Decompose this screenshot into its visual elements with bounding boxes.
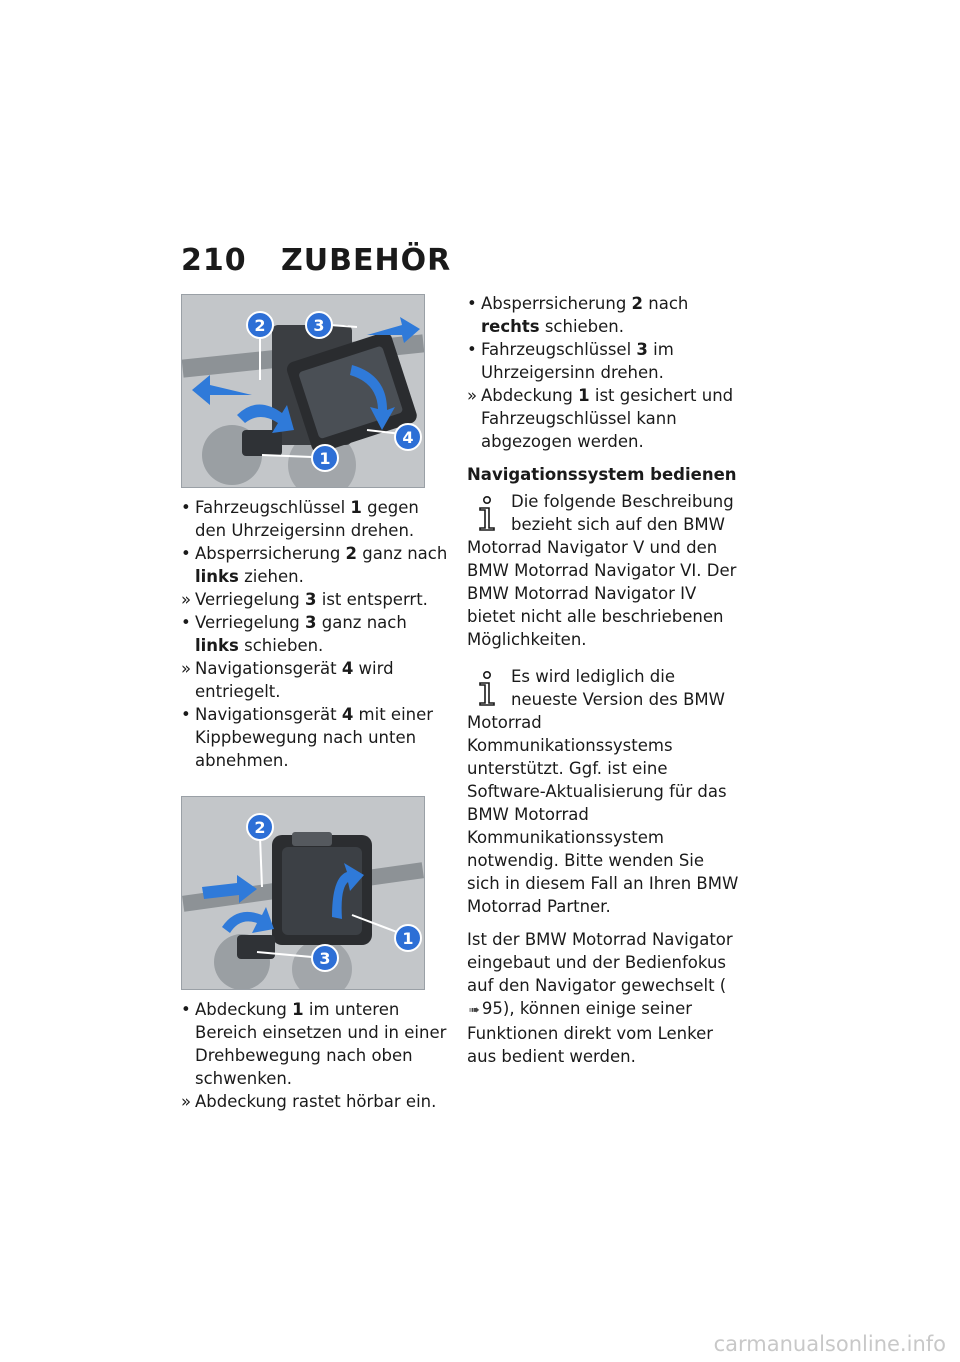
list-item: • Fahrzeugschlüssel 3 im Uhrzeigersinn drehen. bbox=[467, 340, 674, 382]
list-item: • Absperrsicherung 2 nach rechts schieben. bbox=[467, 294, 689, 336]
svg-text:4: 4 bbox=[402, 428, 414, 447]
figure-install-cover bbox=[181, 796, 425, 990]
svg-text:2: 2 bbox=[254, 818, 266, 837]
list-item: • Abdeckung 1 im unteren Bereich einsetzen und in einer Drehbewegung nach oben schwenken. bbox=[181, 1000, 447, 1088]
page-reference-icon: ➠ bbox=[469, 1003, 480, 1018]
info-icon bbox=[467, 667, 507, 709]
info-icon bbox=[467, 492, 507, 534]
page-header bbox=[181, 240, 451, 280]
list-item: • Verriegelung 3 ganz nach links schieben. bbox=[181, 613, 407, 655]
watermark: carmanualsonline.info bbox=[713, 1332, 946, 1356]
list-item: » Verriegelung 3 ist entsperrt. bbox=[181, 590, 428, 609]
page-reference-link[interactable]: 95 bbox=[481, 999, 503, 1018]
figure-remove-navigator bbox=[181, 294, 425, 488]
navigator-paragraph: Ist der BMW Motorrad Navigator eingebaut und der Bedienfokus auf den Navigator gewechselt (➠ 95), können einige seiner Funktionen direkt vom Lenker aus bedient werden. bbox=[467, 930, 733, 1066]
list-item: » Abdeckung 1 ist gesichert und Fahrzeugschlüssel kann abgezogen werden. bbox=[467, 386, 734, 451]
info-note-2: Es wird lediglich die neueste Version des BMW Motorrad Kommunikationssystems unterstützt. Ggf. ist eine Software-Aktualisierung für das BMW Motorrad Kommunikationssystem notwendig. Bitte wenden Sie sich in diesem Fall an Ihren BMW Motorrad Partner. bbox=[467, 667, 739, 916]
chapter-title: ZUBEHÖR bbox=[281, 242, 452, 278]
list-item: • Navigationsgerät 4 mit einer Kippbewegung nach unten abnehmen. bbox=[181, 705, 434, 770]
list-item: » Navigationsgerät 4 wird entriegelt. bbox=[181, 659, 394, 701]
list-item: » Abdeckung rastet hörbar ein. bbox=[181, 1092, 437, 1111]
figure-illustration-2 bbox=[182, 797, 424, 989]
section-heading: Navigationssystem bedienen bbox=[467, 465, 737, 484]
figure-illustration-1 bbox=[182, 295, 424, 487]
step-list-cover bbox=[181, 998, 451, 1113]
step-list-remove bbox=[181, 496, 451, 772]
page-number: 210 bbox=[181, 242, 247, 278]
step-list-secure bbox=[467, 292, 739, 453]
svg-text:1: 1 bbox=[402, 929, 414, 948]
left-column bbox=[181, 294, 451, 1113]
right-column bbox=[467, 292, 739, 1068]
svg-text:3: 3 bbox=[319, 949, 331, 968]
info-note-1: Die folgende Beschreibung bezieht sich auf den BMW Motorrad Navigator V und den BMW Motorrad Navigator VI. Der BMW Motorrad Navigator IV bietet nicht alle beschriebenen Möglichkeiten. bbox=[467, 492, 737, 649]
list-item: • Fahrzeugschlüssel 1 gegen den Uhrzeigersinn drehen. bbox=[181, 498, 419, 540]
svg-text:2: 2 bbox=[254, 316, 266, 335]
svg-text:3: 3 bbox=[313, 316, 325, 335]
svg-text:1: 1 bbox=[319, 449, 331, 468]
list-item: • Absperrsicherung 2 ganz nach links ziehen. bbox=[181, 544, 448, 586]
